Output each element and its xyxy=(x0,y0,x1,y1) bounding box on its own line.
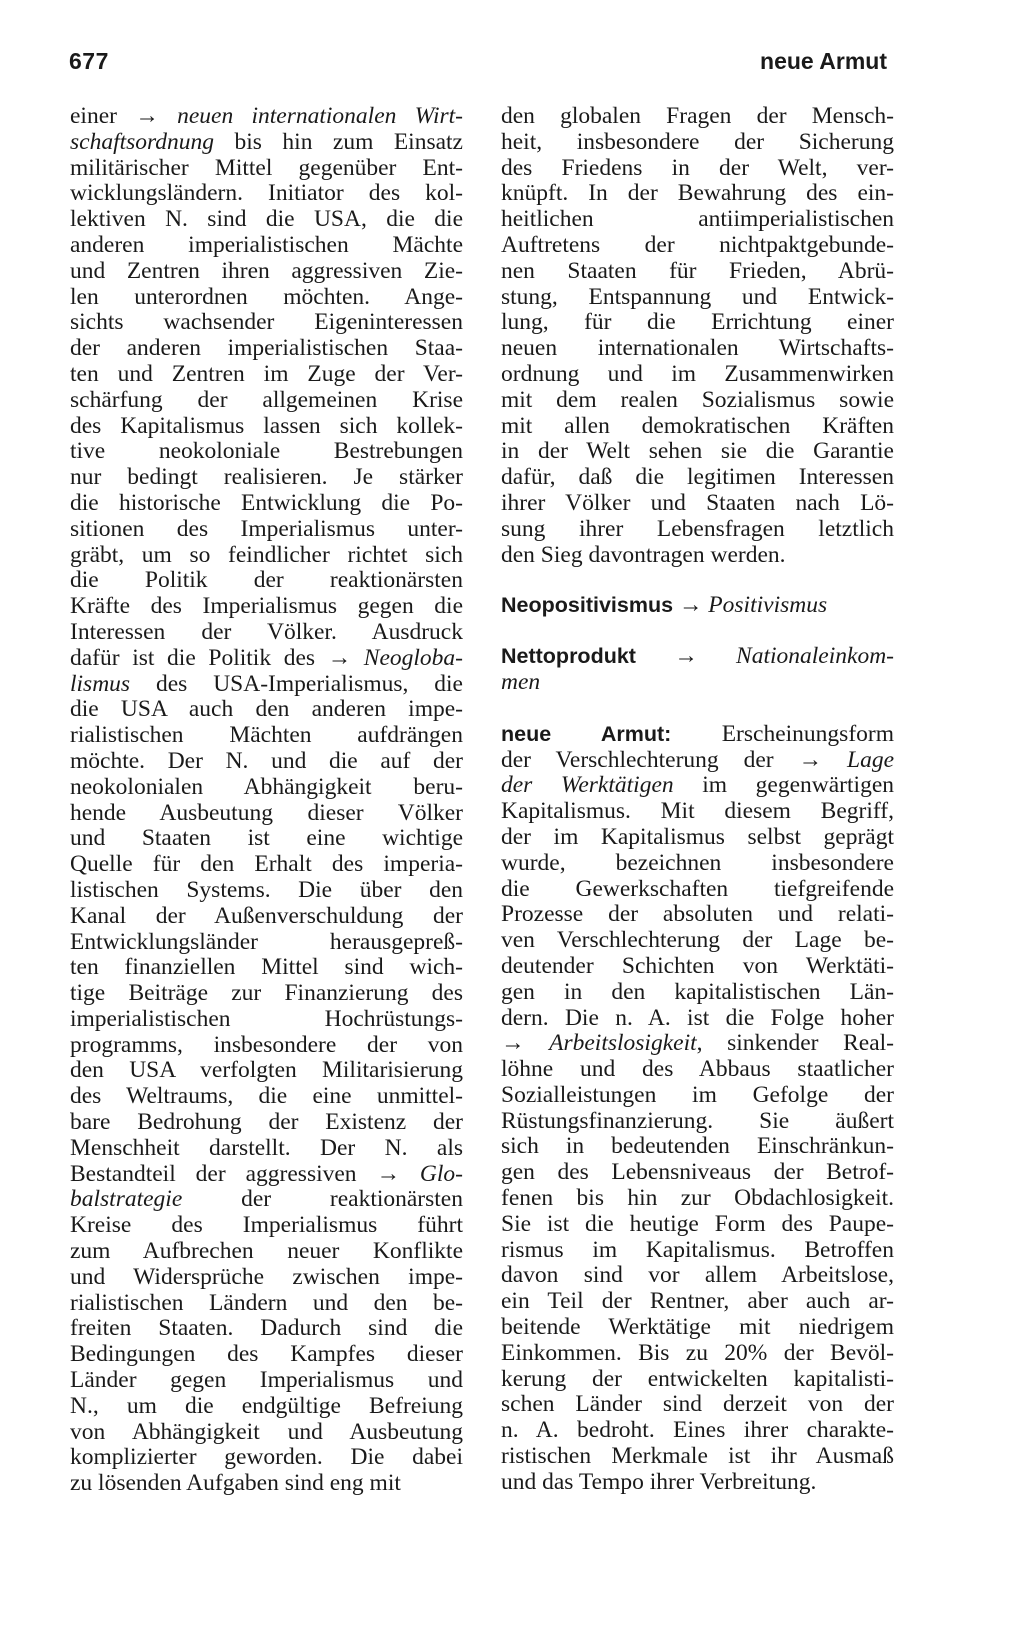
text-line: listischen Systems. Die über den xyxy=(70,876,463,903)
text-line: Bedingungen des Kampfes dieser xyxy=(70,1341,463,1368)
text-line: Bestandteil der aggressiven → Glo- xyxy=(70,1160,463,1187)
text-line: wurde, bezeichnen insbesondere xyxy=(501,849,894,876)
text-line: wicklungsländern. Initiator des kol- xyxy=(70,180,463,207)
text-line: militärischer Mittel gegenüber Ent- xyxy=(70,154,463,181)
headword-nettoprodukt: Nettoprodukt xyxy=(501,644,636,669)
text-line: kerung der entwickelten kapitalisti- xyxy=(501,1365,894,1392)
text-line: balstrategie der reaktionärsten xyxy=(70,1186,463,1213)
text-line: heit, insbesondere der Sicherung xyxy=(501,128,894,155)
text-line: den USA verfolgten Militarisierung xyxy=(70,1057,463,1084)
headword-neopositivismus: Neopositivismus xyxy=(501,593,674,618)
text-line: Menschheit darstellt. Der N. als xyxy=(70,1134,463,1161)
text-line: und das Tempo ihrer Verbreitung. xyxy=(501,1468,817,1495)
text-line: gen in den kapitalistischen Län- xyxy=(501,978,894,1005)
text-line: die Gewerkschaften tiefgreifende xyxy=(501,875,894,902)
text-line: bare Bedrohung der Existenz der xyxy=(70,1109,463,1136)
text-line: dern. Die n. A. ist die Folge hoher xyxy=(501,1004,894,1031)
text-line: Kanal der Außenverschuldung der xyxy=(70,902,463,929)
text-line: mit dem realen Sozialismus sowie xyxy=(501,386,894,413)
text-line: sich in bedeutenden Einschränkun- xyxy=(501,1133,894,1160)
entry-nettoprodukt xyxy=(501,644,894,670)
text-line: komplizierter geworden. Die dabei xyxy=(70,1444,463,1471)
text-line: Entwicklungsländer herausgepreß- xyxy=(70,928,463,955)
text-line: ven Verschlechterung der Lage be- xyxy=(501,927,894,954)
text-line: zum Aufbrechen neuer Konflikte xyxy=(70,1238,463,1265)
text-line: die historische Entwicklung die Po- xyxy=(70,489,463,516)
entry-first-line xyxy=(501,722,894,748)
running-head: neue Armut xyxy=(760,48,887,74)
definition-start: Erscheinungsform xyxy=(671,720,894,747)
entry-neopositivismus xyxy=(501,593,894,619)
text-line: möchte. Der N. und die auf der xyxy=(70,747,463,774)
text-line: gen des Lebensniveaus der Betrof- xyxy=(501,1159,894,1186)
text-line: Kreise des Imperialismus führt xyxy=(70,1212,463,1239)
text-line: Einkommen. Bis zu 20% der Bevöl- xyxy=(501,1339,894,1366)
text-line: in der Welt sehen sie die Garantie xyxy=(501,438,894,465)
text-line: ihrer Völker und Staaten nach Lö- xyxy=(501,489,894,516)
text-line: Sozialleistungen im Gefolge der xyxy=(501,1081,894,1108)
text-line: deutender Schichten von Werktäti- xyxy=(501,952,894,979)
text-line: fenen bis hin zur Obdachlosigkeit. xyxy=(501,1185,894,1212)
text-line: sitionen des Imperialismus unter- xyxy=(70,515,463,542)
text-line: des Kapitalismus lassen sich kollek- xyxy=(70,412,463,439)
entry-nettoprodukt-cont xyxy=(501,670,894,696)
entry-neue-armut xyxy=(501,722,894,1496)
text-line: → Arbeitslosigkeit, sinkender Real- xyxy=(501,1030,894,1057)
text-line: ten und Zentren im Zuge der Ver- xyxy=(70,360,463,387)
text-line: der Werktätigen im gegenwärtigen xyxy=(501,772,894,799)
text-line: rialistischen Mächten aufdrängen xyxy=(70,722,463,749)
text-line: davon sind vor allem Arbeitslose, xyxy=(501,1262,894,1289)
text-line: der Verschlechterung der → Lage xyxy=(501,746,894,773)
text-line: ein Teil der Rentner, aber auch ar- xyxy=(501,1288,894,1315)
text-line: zu lösenden Aufgaben sind eng mit xyxy=(70,1470,401,1497)
text-line: schaftsordnung bis hin zum Einsatz xyxy=(70,128,463,155)
cross-reference: Nationaleinkom- xyxy=(736,643,894,670)
text-line: lektiven N. sind die USA, die die xyxy=(70,206,463,233)
text-line: von Abhängigkeit und Ausbeutung xyxy=(70,1418,463,1445)
text-line: des Friedens in der Welt, ver- xyxy=(501,154,894,181)
text-line: sichts wachsender Eigeninteressen xyxy=(70,309,463,336)
text-line: tige Beiträge zur Finanzierung des xyxy=(70,980,463,1007)
text-line: knüpft. In der Bewahrung des ein- xyxy=(501,180,894,207)
text-line: und Widersprüche zwischen impe- xyxy=(70,1263,463,1290)
text-line: und Zentren ihren aggressiven Zie- xyxy=(70,257,463,284)
text-line: der anderen imperialistischen Staa- xyxy=(70,335,463,362)
text-line: Länder gegen Imperialismus und xyxy=(70,1367,463,1394)
text-line: die USA auch den anderen impe- xyxy=(70,696,463,723)
text-line: ordnung und im Zusammenwirken xyxy=(501,360,894,387)
text-line: nen Staaten für Frieden, Abrü- xyxy=(501,257,894,284)
text-line: Kräfte des Imperialismus gegen die xyxy=(70,593,463,620)
text-line: heitlichen antiimperialistischen xyxy=(501,206,894,233)
text-line: beitende Werktätige mit niedrigem xyxy=(501,1314,894,1341)
arrow-icon: → xyxy=(678,592,703,619)
text-line: Auftretens der nichtpaktgebunde- xyxy=(501,231,894,258)
text-line: Quelle für den Erhalt des imperia- xyxy=(70,851,463,878)
text-line: N., um die endgültige Befreiung xyxy=(70,1392,463,1419)
text-line: schen Länder sind derzeit von der xyxy=(501,1391,894,1418)
text-line: den globalen Fragen der Mensch- xyxy=(501,103,894,129)
text-line: n. A. bedroht. Eines ihrer charakte- xyxy=(501,1417,894,1444)
text-line: und Staaten ist eine wichtige xyxy=(70,825,463,852)
text-line: stung, Entspannung und Entwick- xyxy=(501,283,894,310)
headword-neue-armut: neue Armut: xyxy=(501,721,672,746)
cross-reference-cont: men xyxy=(501,668,541,695)
text-line: schärfung der allgemeinen Krise xyxy=(70,386,463,413)
text-line: den Sieg davontragen werden. xyxy=(501,541,786,568)
text-line: einer → neuen internationalen Wirt- xyxy=(70,103,463,129)
cross-reference: Positivismus xyxy=(708,592,828,619)
text-line: dafür, daß die legitimen Interessen xyxy=(501,464,894,491)
left-column xyxy=(70,104,463,1497)
text-line: Sie ist die heutige Form des Paupe- xyxy=(501,1210,894,1237)
text-line: sung ihrer Lebensfragen letztlich xyxy=(501,515,894,542)
right-column xyxy=(501,104,894,1496)
text-line: nur bedingt realisieren. Je stärker xyxy=(70,464,463,491)
continued-text xyxy=(501,104,894,568)
text-line: hende Ausbeutung dieser Völker xyxy=(70,799,463,826)
text-line: der im Kapitalismus selbst geprägt xyxy=(501,823,894,850)
text-line: tive neokoloniale Bestrebungen xyxy=(70,438,463,465)
text-line: ten finanziellen Mittel sind wich- xyxy=(70,954,463,981)
text-line: programms, insbesondere der von xyxy=(70,1031,463,1058)
page-number: 677 xyxy=(69,48,109,74)
text-line: len unterordnen möchten. Ange- xyxy=(70,283,463,310)
text-line: gräbt, um so feindlicher richtet sich xyxy=(70,541,463,568)
text-line: des Weltraums, die eine unmittel- xyxy=(70,1083,463,1110)
text-line: rismus im Kapitalismus. Betroffen xyxy=(501,1236,894,1263)
text-line: dafür ist die Politik des → Neogloba- xyxy=(70,644,463,671)
text-line: mit allen demokratischen Kräften xyxy=(501,412,894,439)
text-line: neuen internationalen Wirtschafts- xyxy=(501,335,894,362)
text-line: freiten Staaten. Dadurch sind die xyxy=(70,1315,463,1342)
text-line: rialistischen Ländern und den be- xyxy=(70,1289,463,1316)
text-line: lismus des USA-Imperialismus, die xyxy=(70,670,463,697)
text-line: lung, für die Errichtung einer xyxy=(501,309,894,336)
text-line: imperialistischen Hochrüstungs- xyxy=(70,1005,463,1032)
text-line: anderen imperialistischen Mächte xyxy=(70,231,463,258)
text-line: Interessen der Völker. Ausdruck xyxy=(70,618,463,645)
text-line: Rüstungsfinanzierung. Sie äußert xyxy=(501,1107,894,1134)
text-line: neokolonialen Abhängigkeit beru- xyxy=(70,773,463,800)
arrow-icon: → xyxy=(674,643,698,670)
text-line: ristischen Merkmale ist ihr Ausmaß xyxy=(501,1443,894,1470)
text-line: Prozesse der absoluten und relati- xyxy=(501,901,894,928)
text-line: löhne und des Abbaus staatlicher xyxy=(501,1056,894,1083)
text-line: die Politik der reaktionärsten xyxy=(70,567,463,594)
text-line: Kapitalismus. Mit diesem Begriff, xyxy=(501,798,894,825)
